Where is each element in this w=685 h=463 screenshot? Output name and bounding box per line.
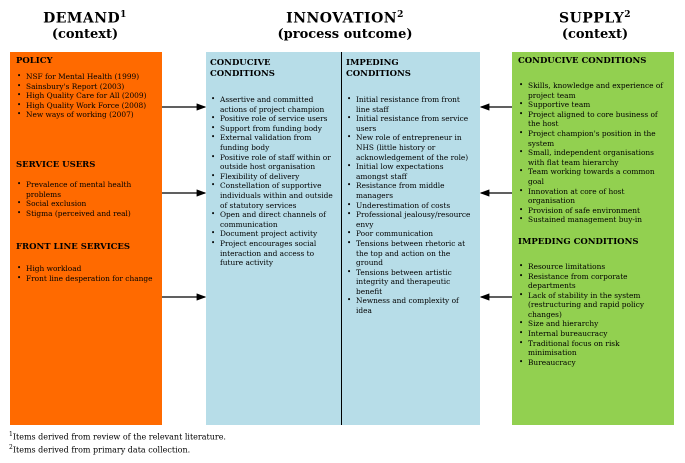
list-item: • Constellation of supportive individuals within and outside of statutory services bbox=[210, 181, 338, 210]
list-item: • Social exclusion bbox=[16, 199, 156, 209]
list-item: • Tensions between artistic integrity and therapeutic benefit bbox=[346, 268, 476, 297]
list-item: • Project encourages social interaction and access to future activity bbox=[210, 239, 338, 268]
list-item: • Provision of safe environment bbox=[518, 206, 668, 216]
supply-header-subtitle: (context) bbox=[561, 26, 629, 42]
list-item: • Project champion's position in the system bbox=[518, 129, 668, 148]
innovation-header-title: INNOVATION bbox=[286, 10, 398, 27]
list-item: • Sustained management buy-in bbox=[518, 215, 668, 225]
list-item: • Bureaucracy bbox=[518, 358, 668, 368]
list-item: • Resistance from middle managers bbox=[346, 181, 476, 200]
innovation-header-note: 2 bbox=[397, 10, 404, 20]
list-item: • Positive role of staff within or outside host organisation bbox=[210, 153, 338, 172]
list-item: • Professional jealousy/resource envy bbox=[346, 210, 476, 229]
footnote-2 bbox=[9, 443, 190, 456]
list-item: • Innovation at core of host organisation bbox=[518, 187, 668, 206]
supply-header-title: SUPPLY bbox=[558, 10, 625, 27]
list-item: • Team working towards a common goal bbox=[518, 167, 668, 186]
list-item: • Document project activity bbox=[210, 229, 338, 239]
supply-header-note: 2 bbox=[624, 10, 632, 20]
list-item: • Front line desperation for change bbox=[16, 274, 156, 284]
innovation-header-subtitle: (process outcome) bbox=[277, 26, 413, 42]
list-item: • NSF for Mental Health (1999) bbox=[16, 72, 156, 82]
list-item: • High Quality Work Force (2008) bbox=[16, 101, 156, 111]
list-item: • Traditional focus on risk minimisation bbox=[518, 339, 668, 358]
front-line-title: FRONT LINE SERVICES bbox=[16, 242, 131, 253]
list-item: • New ways of working (2007) bbox=[16, 110, 156, 120]
list-item: • Newness and complexity of idea bbox=[346, 296, 476, 315]
footnote-2-text: Items derived from primary data collection. bbox=[12, 445, 191, 455]
list-item: • External validation from funding body bbox=[210, 133, 338, 152]
list-item: • Underestimation of costs bbox=[346, 201, 476, 211]
list-item: • Support from funding body bbox=[210, 124, 338, 134]
demand-header-note: 1 bbox=[120, 10, 127, 20]
list-item: • Initial resistance from service users bbox=[346, 114, 476, 133]
list-item: • Positive role of service users bbox=[210, 114, 338, 124]
list-item: • High Quality Care for All (2009) bbox=[16, 91, 156, 101]
list-item: • Size and hierarchy bbox=[518, 319, 668, 329]
list-item: • New role of entrepreneur in NHS (little history or acknowledgement of the role) bbox=[346, 133, 476, 162]
innovation-impeding-title: IMPEDING CONDITIONS bbox=[346, 58, 411, 79]
list-item: • Sainsbury's Report (2003) bbox=[16, 82, 156, 92]
supply-impeding-title: IMPEDING CONDITIONS bbox=[518, 236, 639, 247]
list-item: • Lack of stability in the system (restructuring and rapid policy changes) bbox=[518, 291, 668, 320]
footnote-2-mark: 2 bbox=[9, 444, 13, 451]
demand-header-subtitle: (context) bbox=[51, 26, 119, 42]
innovation-conducive-title: CONDUCIVE CONDITIONS bbox=[210, 58, 275, 79]
list-item: • Tensions between rhetoric at the top and action on the ground bbox=[346, 239, 476, 268]
list-item: • Internal bureaucracy bbox=[518, 329, 668, 339]
list-item: • Project aligned to core business of the host bbox=[518, 110, 668, 129]
list-item: • High workload bbox=[16, 264, 156, 274]
service-users-title: SERVICE USERS bbox=[16, 159, 96, 170]
list-item: • Resistance from corporate departments bbox=[518, 272, 668, 291]
demand-header-title: DEMAND bbox=[43, 10, 121, 27]
list-item: • Skills, knowledge and experience of project team bbox=[518, 81, 668, 100]
footnote-1 bbox=[9, 430, 226, 443]
list-item: • Stigma (perceived and real) bbox=[16, 209, 156, 219]
policy-title: POLICY bbox=[16, 56, 53, 66]
list-item: • Flexibility of delivery bbox=[210, 172, 338, 182]
list-item: • Assertive and committed actions of project champion bbox=[210, 95, 338, 114]
list-item: • Initial resistance from front line staff bbox=[346, 95, 476, 114]
list-item: • Open and direct channels of communication bbox=[210, 210, 338, 229]
list-item: • Resource limitations bbox=[518, 262, 668, 272]
list-item: • Initial low expectations amongst staff bbox=[346, 162, 476, 181]
footnote-1-mark: 1 bbox=[9, 431, 13, 438]
footnote-1-text: Items derived from review of the relevant literature. bbox=[12, 432, 226, 442]
list-item: • Poor communication bbox=[346, 229, 476, 239]
supply-conducive-title: CONDUCIVE CONDITIONS bbox=[518, 56, 647, 66]
list-item: • Prevalence of mental health problems bbox=[16, 180, 156, 199]
list-item: • Supportive team bbox=[518, 100, 668, 110]
list-item: • Small, independent organisations with flat team hierarchy bbox=[518, 148, 668, 167]
